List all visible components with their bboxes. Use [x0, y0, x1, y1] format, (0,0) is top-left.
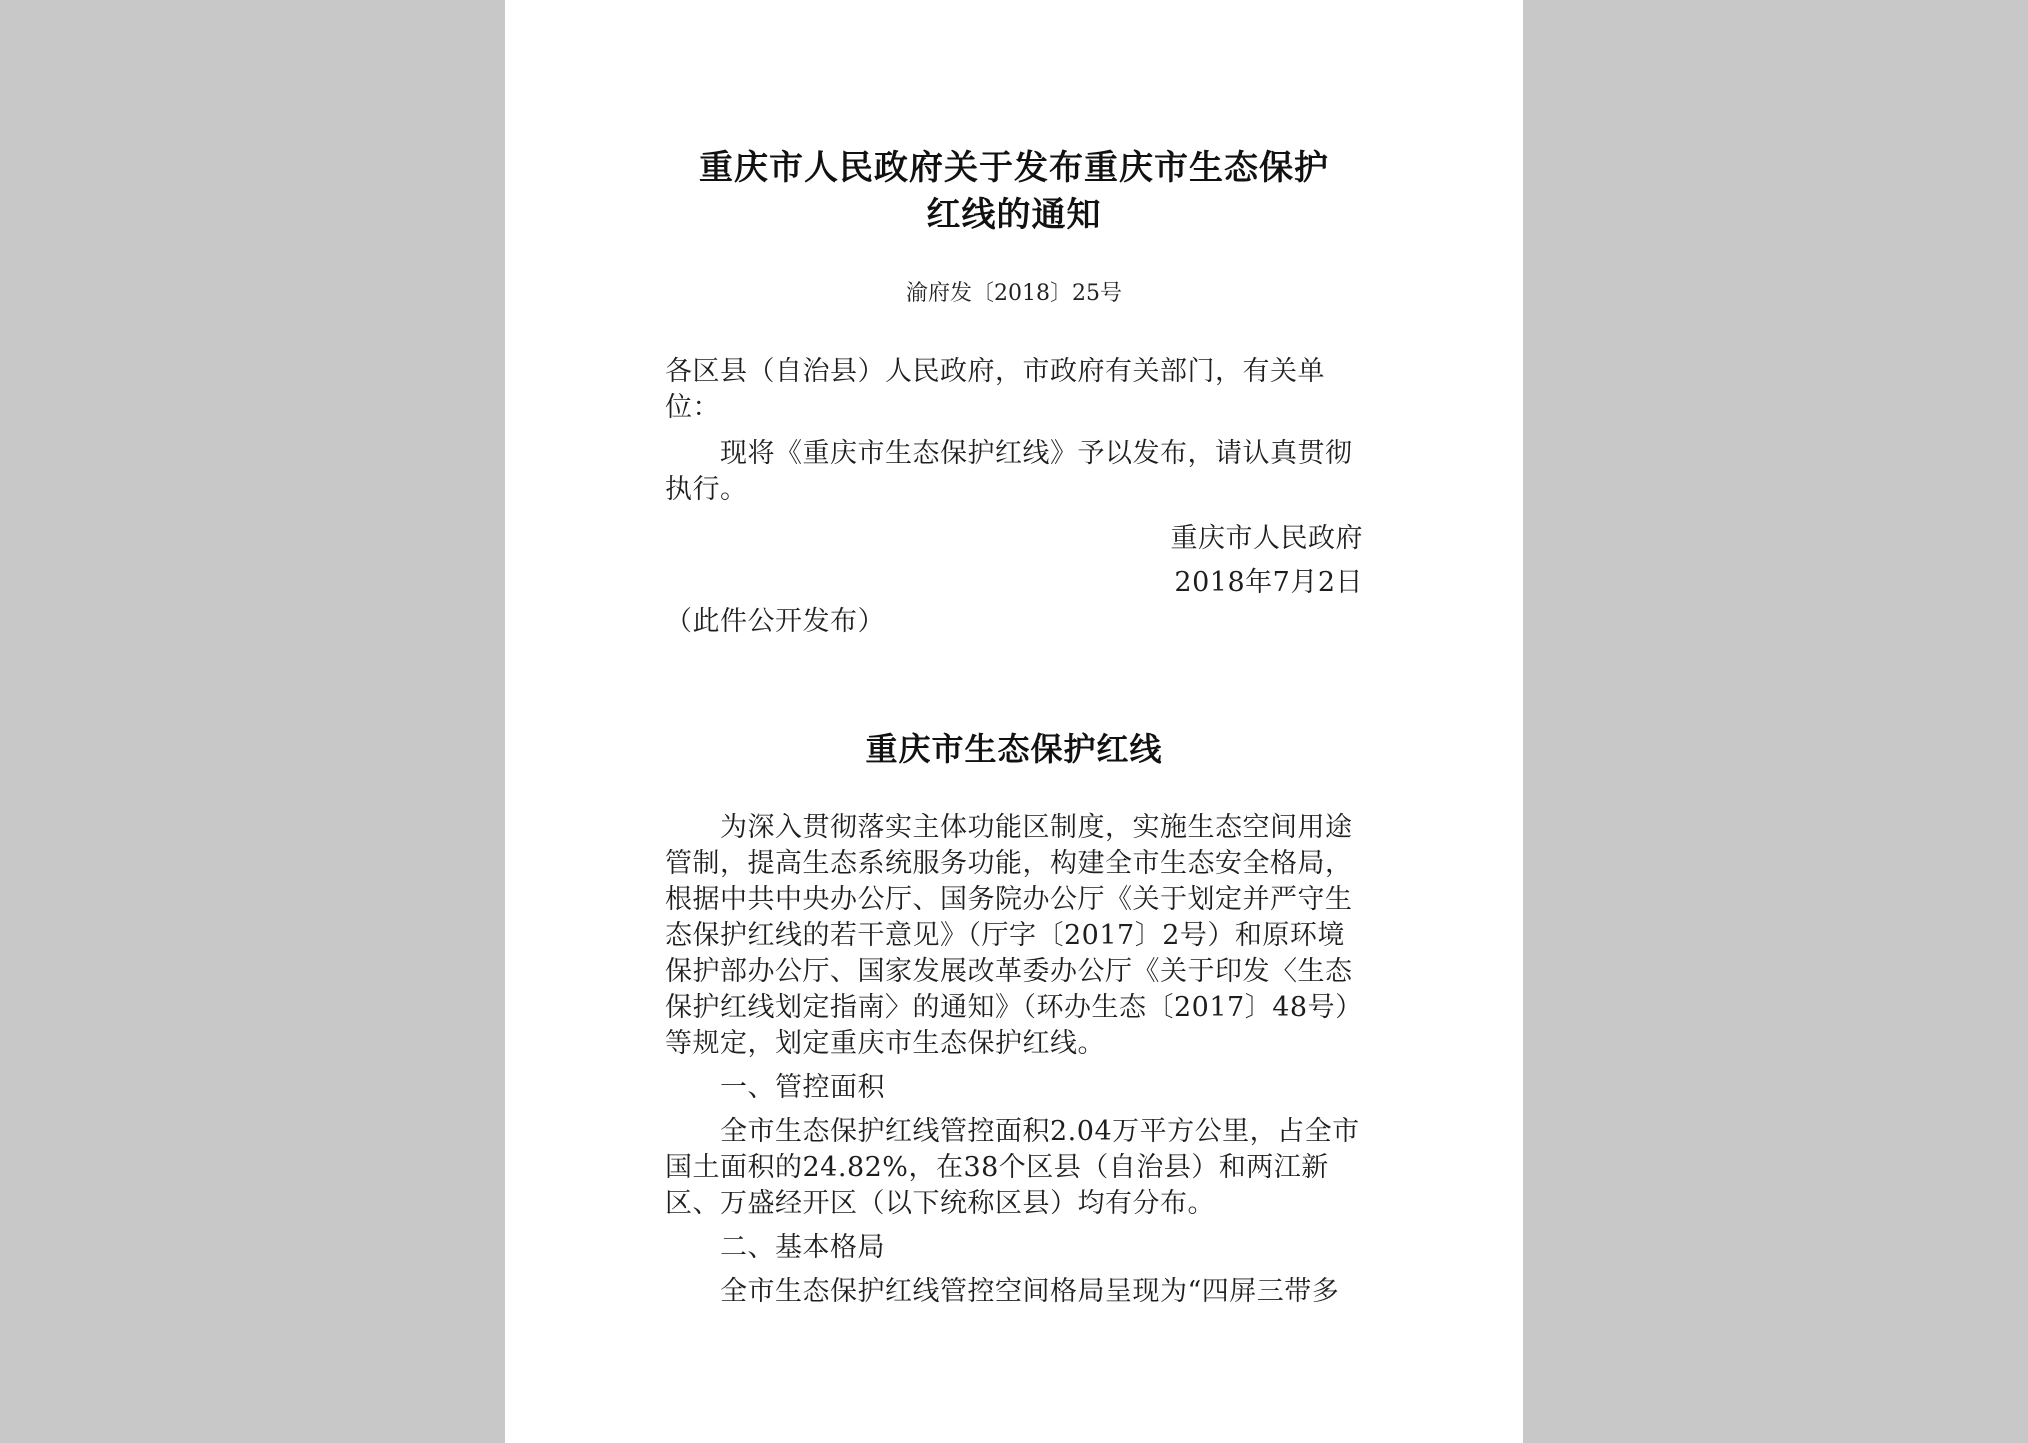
- section2-line: 全市生态保护红线管控空间格局呈现为“四屏三带多: [720, 1276, 1340, 1307]
- para1-line: 保护部办公厅、国家发展改革委办公厅《关于印发〈生态: [665, 956, 1353, 987]
- addressee-line2: 位：: [665, 392, 720, 423]
- notice-body-line2: 执行。: [665, 474, 748, 505]
- redline-title: 重庆市生态保护红线: [865, 730, 1163, 768]
- notice-title-line1: 重庆市人民政府关于发布重庆市生态保护: [699, 148, 1329, 188]
- addressee-line1: 各区县（自治县）人民政府，市政府有关部门，有关单: [665, 356, 1325, 387]
- para1-line: 管制，提高生态系统服务功能，构建全市生态安全格局，: [665, 848, 1353, 879]
- para1-line: 态保护红线的若干意见》（厅字〔2017〕2号）和原环境: [665, 920, 1345, 951]
- section1-line: 全市生态保护红线管控面积2.04万平方公里，占全市: [720, 1116, 1360, 1147]
- section1-heading: 一、管控面积: [720, 1072, 885, 1103]
- para1-line: 保护红线划定指南〉的通知》（环办生态〔2017〕48号）: [665, 992, 1363, 1023]
- para1-line: 为深入贯彻落实主体功能区制度，实施生态空间用途: [720, 812, 1353, 843]
- section2-heading: 二、基本格局: [720, 1232, 885, 1263]
- signature: 重庆市人民政府: [1170, 523, 1363, 554]
- para1-line: 根据中共中央办公厅、国务院办公厅《关于划定并严守生: [665, 884, 1353, 915]
- document-page: [505, 0, 1523, 1443]
- section1-line: 国土面积的24.82%，在38个区县（自治县）和两江新: [665, 1152, 1329, 1183]
- public-note: （此件公开发布）: [665, 606, 885, 637]
- document-number: 渝府发〔2018〕25号: [906, 281, 1122, 306]
- notice-body-line1: 现将《重庆市生态保护红线》予以发布，请认真贯彻: [720, 438, 1353, 469]
- section1-line: 区、万盛经开区（以下统称区县）均有分布。: [665, 1188, 1215, 1219]
- issue-date: 2018年7月2日: [1174, 567, 1363, 598]
- notice-title-line2: 红线的通知: [926, 195, 1102, 235]
- para1-line: 等规定，划定重庆市生态保护红线。: [665, 1028, 1105, 1059]
